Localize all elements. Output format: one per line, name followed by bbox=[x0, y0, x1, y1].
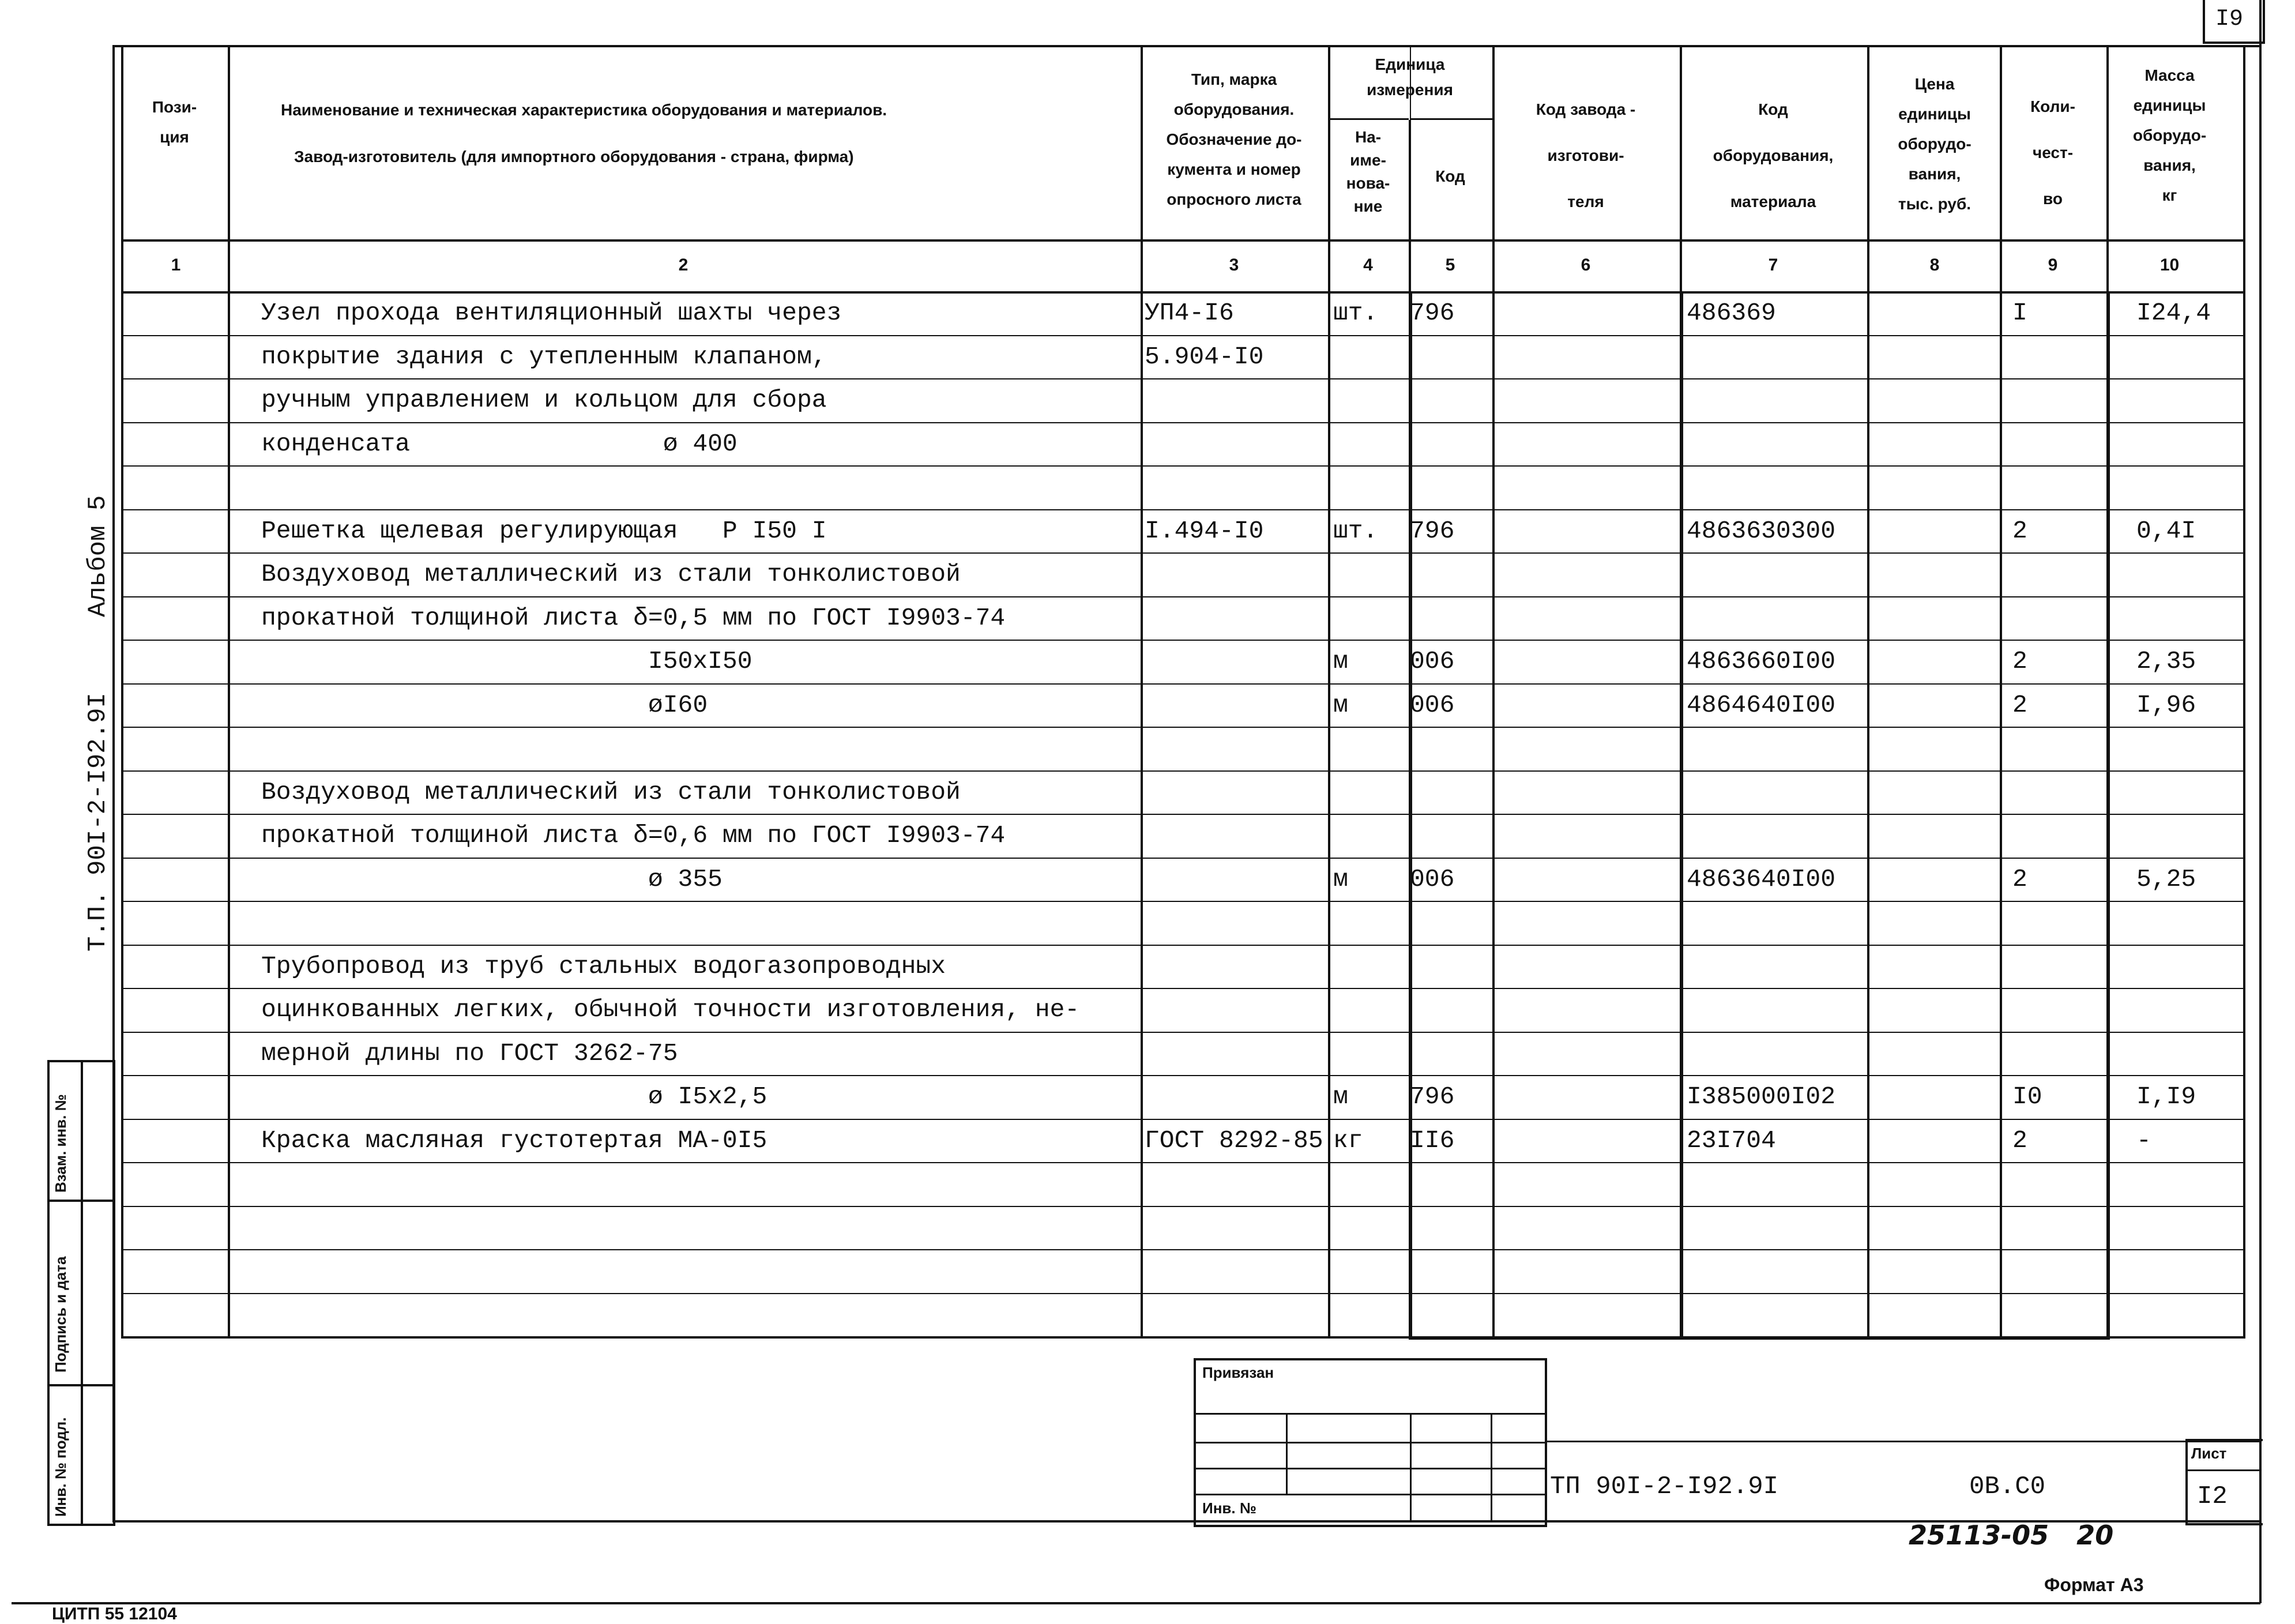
row-line-17 bbox=[121, 1032, 2243, 1033]
header-unit-group: Единица измерения bbox=[1367, 55, 1453, 99]
column-line-0 bbox=[121, 45, 123, 1339]
header-equipment-code: Код оборудования, материала bbox=[1713, 100, 1834, 210]
album-label: Альбом 5 bbox=[84, 495, 112, 617]
cell-name: мерной длины по ГОСТ 3262-75 bbox=[261, 1039, 678, 1067]
cell-unit: м bbox=[1333, 647, 1348, 675]
bound-vline-1 bbox=[1286, 1413, 1288, 1494]
cell-quantity: I0 bbox=[2012, 1082, 2042, 1111]
printer-label: ЦИТП 55 12104 bbox=[52, 1604, 177, 1623]
colnum-2: 2 bbox=[678, 255, 688, 275]
header-position: Пози- ция bbox=[152, 98, 197, 146]
colnum-3: 3 bbox=[1229, 255, 1239, 275]
header-unit-name: На- име- нова- ние bbox=[1346, 128, 1390, 215]
header-name-line2: Завод-изготовитель (для импортного оборудования - страна, фирма) bbox=[294, 148, 854, 166]
column-line-10 bbox=[2243, 45, 2245, 1339]
cell-name: Узел прохода вентиляционный шахты через bbox=[261, 299, 842, 327]
row-line-1 bbox=[121, 335, 2243, 336]
cell-type: 5.904-I0 bbox=[1145, 342, 1264, 371]
cell-name: Трубопровод из труб стальных водогазопроводных bbox=[261, 952, 946, 980]
inv-original-label: Инв. № подл. bbox=[52, 1417, 69, 1517]
cell-name: прокатной толщиной листа δ=0,6 мм по ГОСТ I9903-74 bbox=[261, 821, 1006, 849]
cell-name: прокатной толщиной листа δ=0,5 мм по ГОСТ I9903-74 bbox=[261, 603, 1006, 632]
sign-date-label: Подпись и дата bbox=[52, 1256, 69, 1373]
frame-right-line bbox=[2259, 42, 2262, 1524]
cell-mass: 2,35 bbox=[2136, 647, 2196, 675]
cell-unit-code: 006 bbox=[1410, 647, 1455, 675]
header-price: Цена единицы оборудо- вания, тыс. руб. bbox=[1898, 75, 1972, 213]
cell-type: ГОСТ 8292-85 bbox=[1145, 1126, 1323, 1155]
cell-quantity: 2 bbox=[2012, 690, 2027, 719]
cell-quantity: 2 bbox=[2012, 864, 2027, 893]
sheet-box-divider bbox=[2185, 1469, 2260, 1471]
row-line-9 bbox=[121, 683, 2243, 685]
bound-vline-3 bbox=[1491, 1413, 1492, 1522]
row-line-16 bbox=[121, 988, 2243, 989]
header-type: Тип, марка оборудования. Обозначение до- кумента и номер опросного листа bbox=[1166, 70, 1302, 208]
colnum-5: 5 bbox=[1445, 255, 1455, 275]
colnum-8: 8 bbox=[1929, 255, 1940, 275]
cell-unit-code: II6 bbox=[1410, 1126, 1455, 1155]
inv-number-label: Инв. № bbox=[1202, 1499, 1256, 1517]
cell-equipment-code: 4863630300 bbox=[1687, 516, 1836, 545]
inv-replacement-label: Взам. инв. № bbox=[52, 1094, 69, 1193]
cell-name: покрытие здания с утепленным клапаном, bbox=[261, 342, 827, 371]
cell-mass: I,I9 bbox=[2136, 1082, 2196, 1111]
cell-name: ø I5x2,5 bbox=[261, 1082, 767, 1111]
cell-quantity: 2 bbox=[2012, 647, 2027, 675]
row-line-22 bbox=[121, 1249, 2243, 1250]
row-line-6 bbox=[121, 552, 2243, 554]
colnum-1: 1 bbox=[171, 255, 181, 275]
row-line-13 bbox=[121, 858, 2243, 859]
cell-equipment-code: 23I704 bbox=[1687, 1126, 1776, 1155]
cell-mass: I,96 bbox=[2136, 690, 2196, 719]
header-mass: Масса единицы оборудо- вания, кг bbox=[2132, 66, 2207, 204]
cell-unit-code: 796 bbox=[1410, 1082, 1455, 1111]
row-line-23 bbox=[121, 1293, 2243, 1294]
cell-equipment-code: I385000I02 bbox=[1687, 1082, 1836, 1111]
cell-name: Воздуховод металлический из стали тонколистовой bbox=[261, 560, 961, 588]
heavy-line-right bbox=[2106, 291, 2110, 1339]
cell-mass: - bbox=[2136, 1126, 2151, 1155]
bound-vline-2 bbox=[1410, 1413, 1412, 1522]
cell-unit-code: 006 bbox=[1410, 690, 1455, 719]
row-line-20 bbox=[121, 1162, 2243, 1163]
cell-quantity: I bbox=[2012, 299, 2027, 327]
document-code: 0В.С0 bbox=[1969, 1472, 2046, 1501]
header-quantity: Коли- чест- во bbox=[2030, 97, 2075, 208]
row-line-2 bbox=[121, 378, 2243, 379]
project-number-label: Т.П. 90I-2-I92.9I bbox=[84, 693, 112, 952]
heavy-line-mid bbox=[1680, 291, 1683, 1339]
colnum-9: 9 bbox=[2048, 255, 2058, 275]
row-line-3 bbox=[121, 422, 2243, 423]
cell-unit: м bbox=[1333, 864, 1348, 893]
cell-unit: шт. bbox=[1333, 299, 1378, 327]
cell-unit: м bbox=[1333, 1082, 1348, 1111]
cell-quantity: 2 bbox=[2012, 516, 2027, 545]
frame-top-line bbox=[112, 45, 2260, 47]
cell-name: конденсата ø 400 bbox=[261, 429, 738, 458]
colnum-4: 4 bbox=[1363, 255, 1373, 275]
designation: ТП 90I-2-I92.9I bbox=[1550, 1472, 1779, 1501]
cell-mass: I24,4 bbox=[2136, 299, 2211, 327]
cell-name: øI60 bbox=[261, 690, 708, 719]
colnum-10: 10 bbox=[2159, 255, 2180, 275]
cell-name: Краска масляная густотертая МА-0I5 bbox=[261, 1126, 767, 1155]
row-line-5 bbox=[121, 509, 2243, 510]
heavy-line-left bbox=[1409, 291, 1412, 1339]
frame-bottom-line bbox=[12, 1602, 2260, 1604]
cell-name: I50xI50 bbox=[261, 647, 753, 675]
cell-equipment-code: 486369 bbox=[1687, 299, 1776, 327]
cell-unit: шт. bbox=[1333, 516, 1378, 545]
row-line-4 bbox=[121, 465, 2243, 467]
colnum-6: 6 bbox=[1581, 255, 1591, 275]
sheet-label: Лист bbox=[2191, 1445, 2227, 1462]
cell-mass: 0,4I bbox=[2136, 516, 2196, 545]
row-line-12 bbox=[121, 814, 2243, 815]
row-line-15 bbox=[121, 945, 2243, 946]
colnum-bottom-line bbox=[121, 291, 2243, 294]
left-stamp-divider bbox=[81, 1060, 83, 1524]
order-number: 25113-05 20 bbox=[1909, 1520, 2114, 1551]
cell-name: ручным управлением и кольцом для сбора bbox=[261, 386, 827, 414]
cell-name: Воздуховод металлический из стали тонколистовой bbox=[261, 777, 961, 806]
cell-quantity: 2 bbox=[2012, 1126, 2027, 1155]
header-factory-code: Код завода - изготови- теля bbox=[1536, 100, 1636, 210]
cell-unit-code: 006 bbox=[1410, 864, 1455, 893]
cell-equipment-code: 4863640I00 bbox=[1687, 864, 1836, 893]
row-line-21 bbox=[121, 1206, 2243, 1207]
header-name-line1: Наименование и техническая характеристика оборудования и материалов. bbox=[281, 101, 887, 119]
left-stamp-hline-2 bbox=[47, 1384, 113, 1386]
cell-name: Решетка щелевая регулирующая Р I50 I bbox=[261, 516, 827, 545]
cell-name: оцинкованных легких, обычной точности изготовления, не- bbox=[261, 995, 1080, 1024]
bound-label: Привязан bbox=[1202, 1364, 1274, 1381]
cell-unit: кг bbox=[1333, 1126, 1363, 1155]
cell-type: I.494-I0 bbox=[1145, 516, 1264, 545]
row-line-19 bbox=[121, 1119, 2243, 1120]
header-unit-code: Код bbox=[1435, 167, 1465, 185]
cell-unit-code: 796 bbox=[1410, 299, 1455, 327]
cell-unit: м bbox=[1333, 690, 1348, 719]
colnum-7: 7 bbox=[1768, 255, 1778, 275]
left-stamp-hline-1 bbox=[47, 1200, 113, 1202]
row-line-11 bbox=[121, 770, 2243, 772]
row-line-7 bbox=[121, 596, 2243, 597]
heavy-line-bottom bbox=[1409, 1336, 2110, 1340]
format-label: Формат А3 bbox=[2044, 1574, 2144, 1595]
unit-group-line bbox=[1328, 118, 1492, 120]
cell-mass: 5,25 bbox=[2136, 864, 2196, 893]
cell-name: ø 355 bbox=[261, 864, 723, 893]
row-line-8 bbox=[121, 640, 2243, 641]
sheet-number: I9 bbox=[2215, 6, 2244, 32]
cell-equipment-code: 4863660I00 bbox=[1687, 647, 1836, 675]
row-line-14 bbox=[121, 901, 2243, 902]
cell-equipment-code: 4864640I00 bbox=[1687, 690, 1836, 719]
row-line-18 bbox=[121, 1075, 2243, 1076]
cell-unit-code: 796 bbox=[1410, 516, 1455, 545]
cell-type: УП4-I6 bbox=[1145, 299, 1234, 327]
sheet-value: I2 bbox=[2197, 1482, 2228, 1511]
title-line bbox=[1545, 1441, 2260, 1442]
row-line-10 bbox=[121, 727, 2243, 728]
